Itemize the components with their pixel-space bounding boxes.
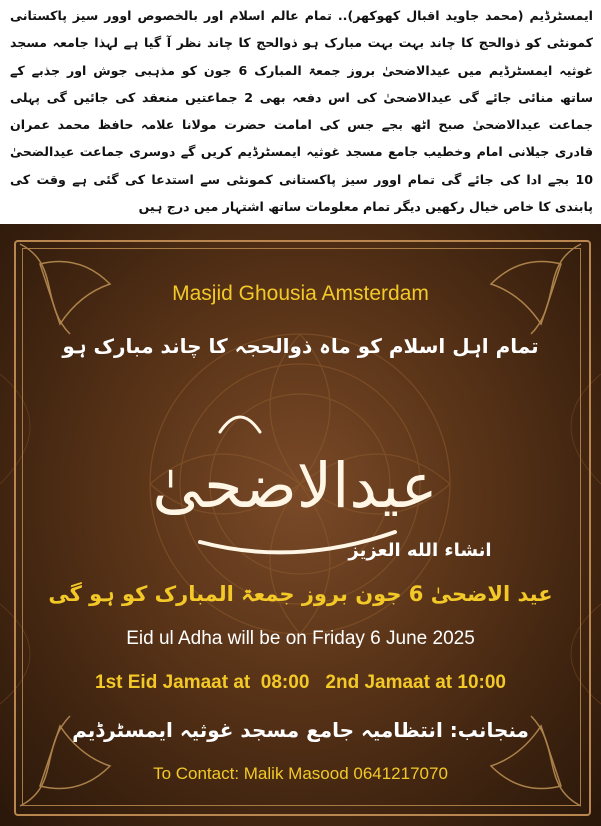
article-body: ایمسٹرڈیم (محمد جاوید اقبال کھوکھر).. تمام عالم اسلام اور بالخصوص اوور سیز پاکستانی کمونٹی کو ذوالحج کا چاند بہت بہت مبارک ہو ذوالحج کا چاند نظر آ گیا ہے لہذا جامعہ مسجد غوثیہ ایمسٹرڈیم میں عیدالاضحیٰ بروز جمعۃ المبارک 6 جون کو مذہبی جوش اور جذبے کے ساتھ منائی جائے گی عیدالاضحیٰ کی اس دفعہ بھی 2 جماعتیں منعقد کی جائیں گی پہلی جماعت عیدالاضحیٰ صبح اٹھ بجے جس کی امامت حضرت مولانا علامہ حافظ محمد عمران قادری جیلانی امام وخطیب جامع مسجد غوثیہ ایمسٹرڈیم کریں گے دوسری جماعت عیدالضحیٰ 10 بجے ادا کی جائے گی تمام اوور سیز پاکستانی کمونٹی سے استدعا کی گئی ہے وقت کی پابندی کا خاص خیال رکھیں دیگر تمام معلومات ساتھ اشتہار میں درج ہیں [10, 8, 593, 215]
calligraphy-text: عیدالاضحیٰ [152, 449, 438, 522]
urdu-greeting: تمام اہل اسلام کو ماہ ذوالحجہ کا چاند مبارک ہو [62, 334, 539, 358]
jamaat-times [0, 672, 601, 694]
inshallah-text: انشاء الله العزيز [348, 540, 492, 561]
organizer-text: منجانب: انتظامیہ جامع مسجد غوثیہ ایمسٹرڈیم [72, 718, 529, 742]
contact-info: To Contact: Malik Masood 0641217070 [153, 764, 448, 783]
mosque-title: Masjid Ghousia Amsterdam [172, 282, 429, 305]
eid-poster [0, 224, 601, 826]
first-jamaat: 1st Eid Jamaat at 08:00 [95, 672, 310, 693]
urdu-eid-date: عید الاضحیٰ 6 جون بروز جمعۃ المبارک کو ہو گی [48, 582, 553, 606]
news-article [0, 0, 601, 222]
english-eid-date: Eid ul Adha will be on Friday 6 June 2025 [126, 628, 475, 649]
second-jamaat: 2nd Jamaat at 10:00 [325, 672, 506, 693]
